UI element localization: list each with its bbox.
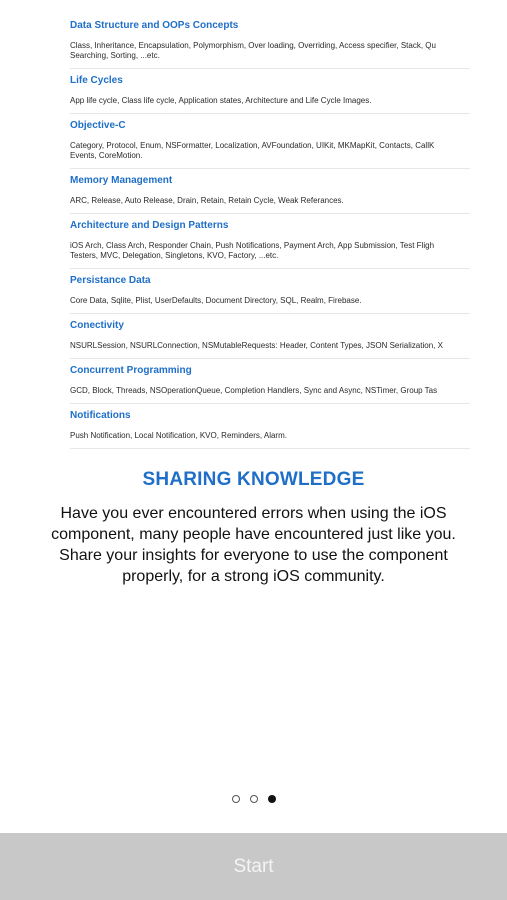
page-dot-3-active[interactable] xyxy=(268,795,276,803)
topic-description: GCD, Block, Threads, NSOperationQueue, Completion Handlers, Sync and Async, NSTimer, Group Tas xyxy=(70,386,438,395)
topic-item xyxy=(70,214,470,269)
page-dot-1[interactable] xyxy=(232,795,240,803)
topic-description: Core Data, Sqlite, Plist, UserDefaults, Document Directory, SQL, Realm, Firebase. xyxy=(70,296,362,305)
topics-preview-list xyxy=(70,14,470,449)
sharing-description: Have you ever encountered errors when using the iOS component, many people have encountered just like you. Share your insights for everyone to use the component properly, for a strong iOS community. xyxy=(51,505,456,585)
topic-description: Class, Inheritance, Encapsulation, Polymorphism, Over loading, Overriding, Access specifier, Stack, Qu Searching, Sorting, ...etc. xyxy=(70,41,436,60)
topic-item xyxy=(70,169,470,214)
topic-item xyxy=(70,359,470,404)
topic-title: Architecture and Design Patterns xyxy=(70,220,229,231)
topic-item xyxy=(70,269,470,314)
topic-description: NSURLSession, NSURLConnection, NSMutableRequests: Header, Content Types, JSON Serialization, X xyxy=(70,341,443,350)
sharing-title: SHARING KNOWLEDGE xyxy=(142,469,365,490)
topic-description: iOS Arch, Class Arch, Responder Chain, Push Notifications, Payment Arch, App Submission, Test Fligh Testers, MVC, Delegation, Singletons, KVO, Factory, ...etc. xyxy=(70,241,435,260)
topic-title: Objective-C xyxy=(70,120,126,131)
topic-item xyxy=(70,69,470,114)
topic-item xyxy=(70,404,470,449)
topic-title: Concurrent Programming xyxy=(70,365,192,376)
topic-item xyxy=(70,314,470,359)
topic-title: Data Structure and OOPs Concepts xyxy=(70,20,239,31)
topic-description: Push Notification, Local Notification, KVO, Reminders, Alarm. xyxy=(70,431,287,440)
topic-title: Conectivity xyxy=(70,320,124,331)
start-button[interactable]: Start xyxy=(0,833,507,900)
topic-description: Category, Protocol, Enum, NSFormatter, Localization, AVFoundation, UIKit, MKMapKit, Contacts, CallK Events, CoreMotion. xyxy=(70,141,435,160)
topic-title: Persistance Data xyxy=(70,275,151,286)
page-dot-2[interactable] xyxy=(250,795,258,803)
topic-title: Life Cycles xyxy=(70,75,123,86)
topic-description: App life cycle, Class life cycle, Application states, Architecture and Life Cycle Images. xyxy=(70,96,372,105)
topic-title: Memory Management xyxy=(70,175,173,186)
topic-item xyxy=(70,114,470,169)
topic-description: ARC, Release, Auto Release, Drain, Retain, Retain Cycle, Weak Referances. xyxy=(70,196,344,205)
page-indicator[interactable] xyxy=(0,795,507,803)
topic-item xyxy=(70,14,470,69)
topic-title: Notifications xyxy=(70,410,131,421)
